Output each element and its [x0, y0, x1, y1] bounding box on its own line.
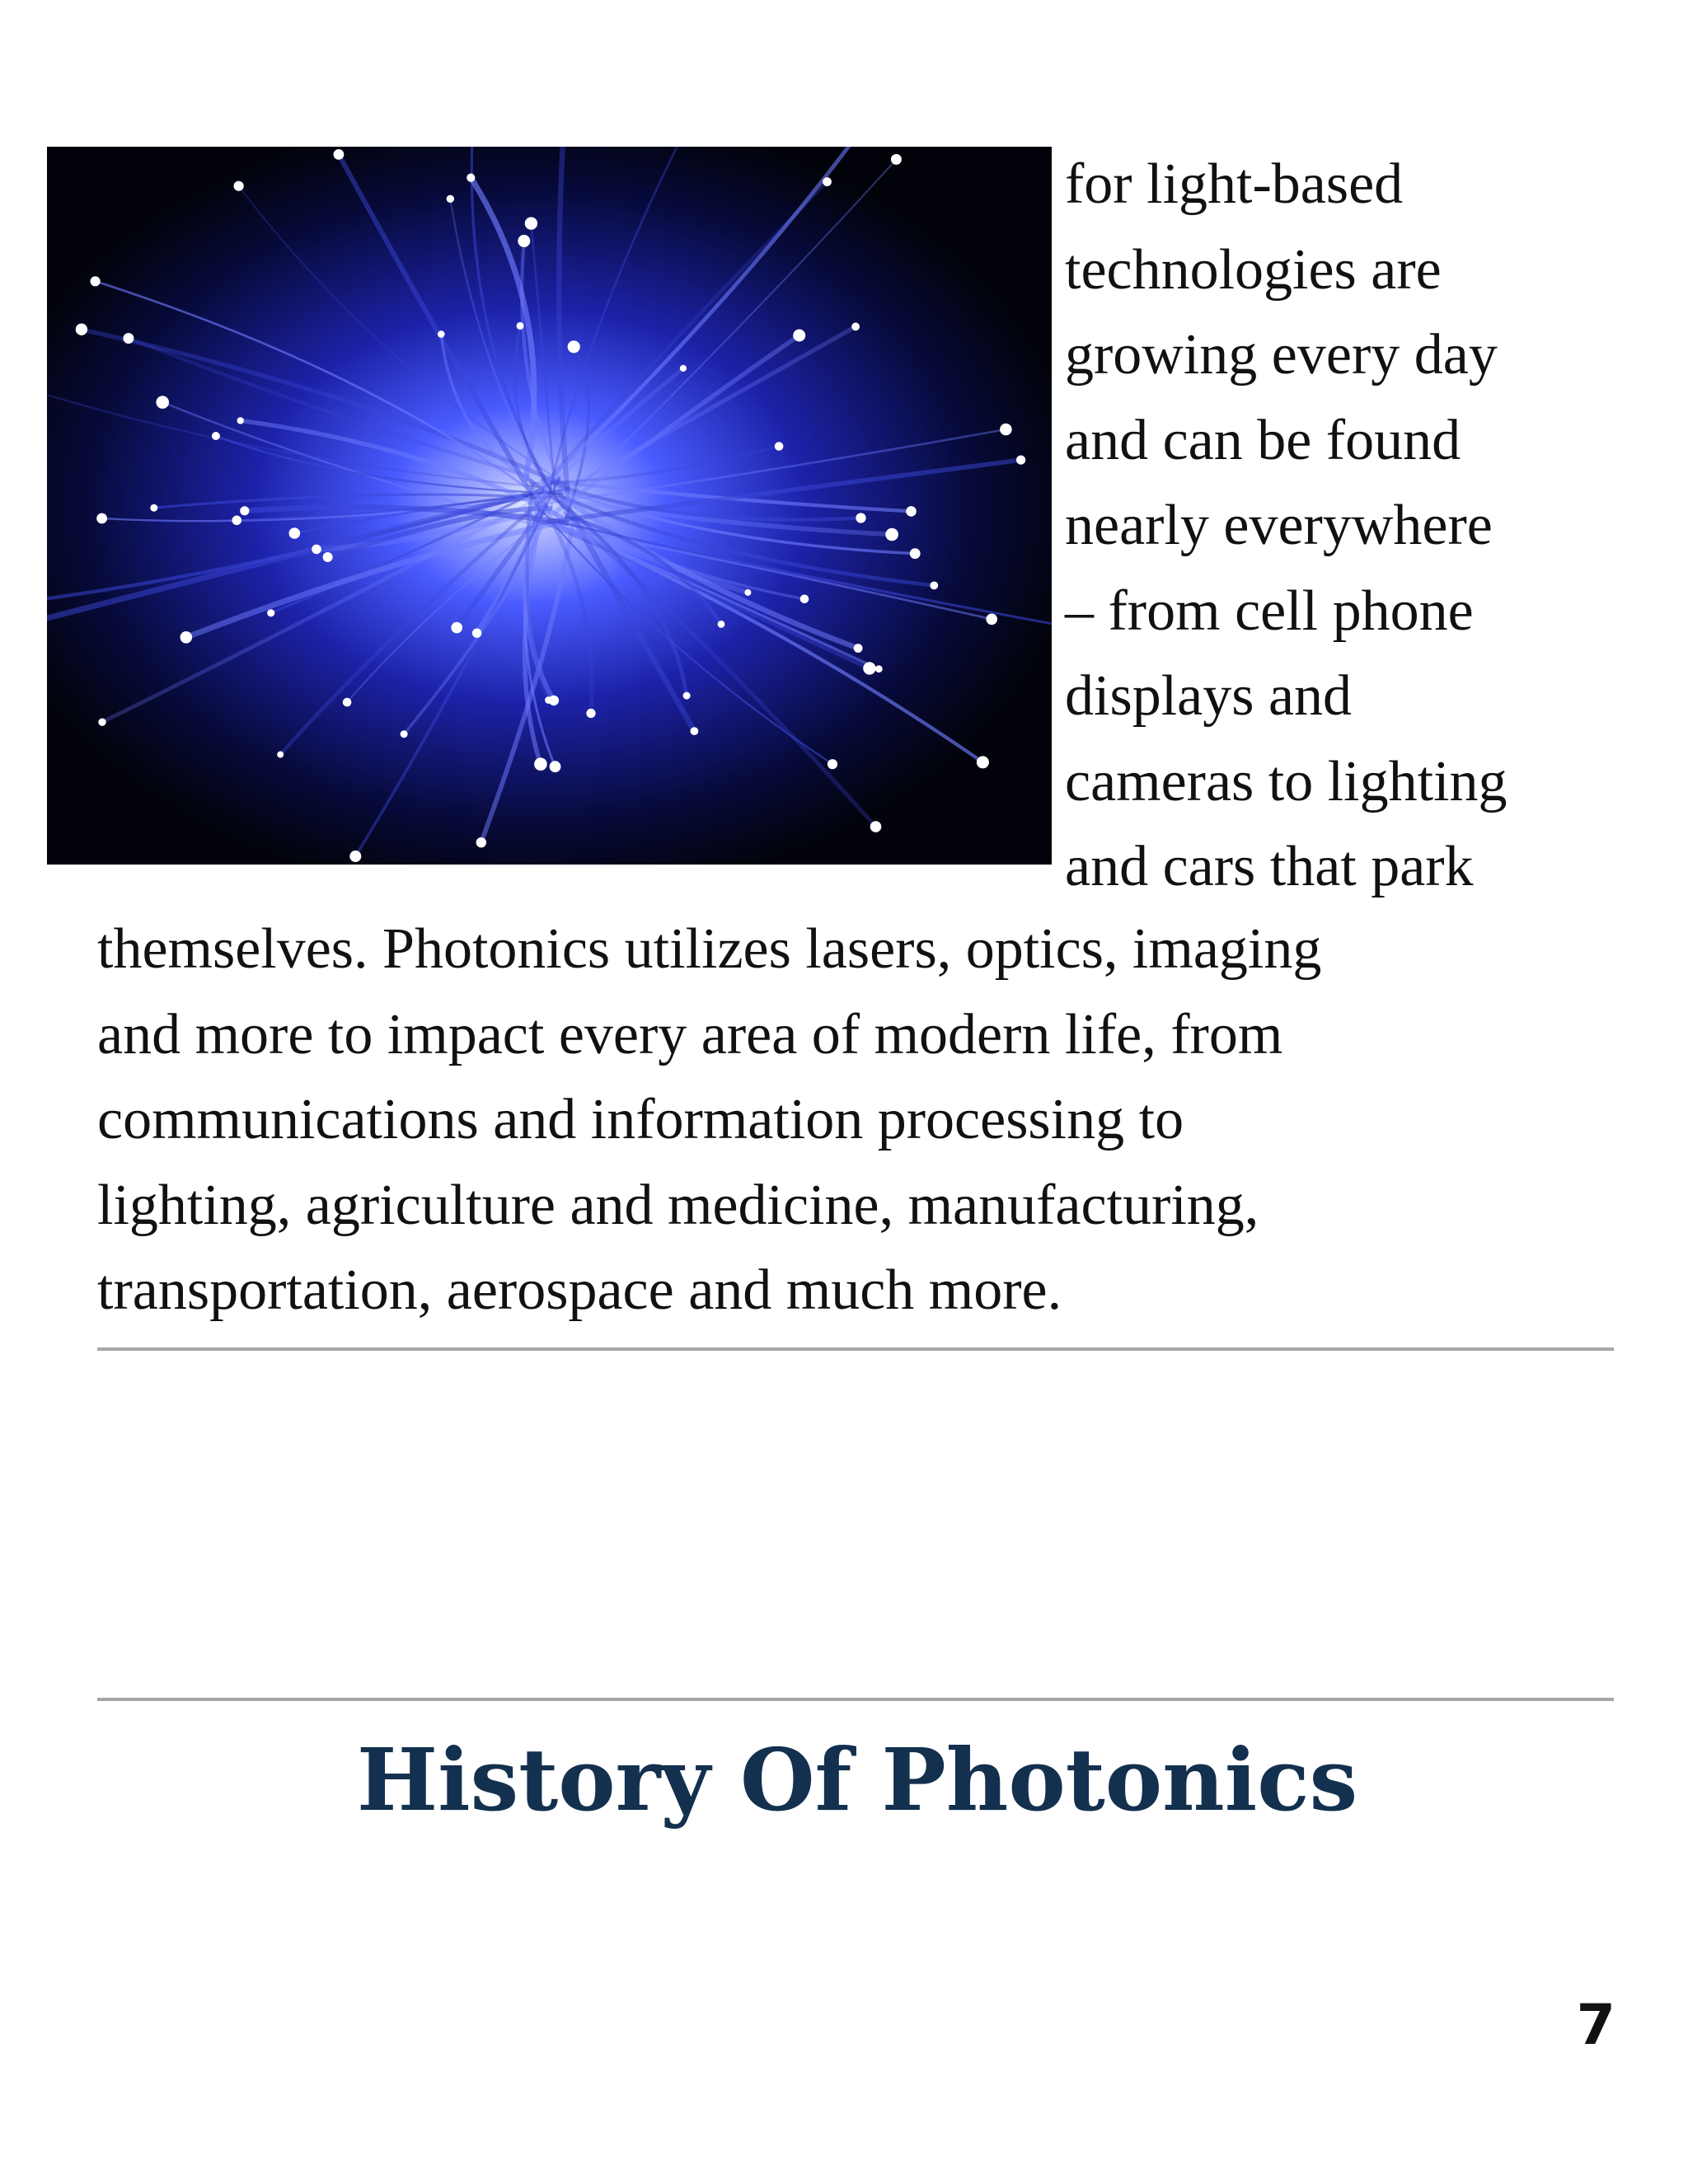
fiber-light-tip	[467, 174, 475, 182]
optical-photonics-figure	[47, 147, 1052, 865]
paragraph-line: communications and information processing to	[97, 1088, 1184, 1151]
fiber-light-tip	[349, 851, 361, 862]
fiber-light-tip	[568, 340, 580, 353]
fiber-light-tip	[680, 365, 687, 372]
fiber-light-tip	[518, 235, 530, 247]
section-title: History Of Photonics	[356, 1729, 1358, 1830]
fiber-light-tip	[277, 752, 284, 758]
fiber-light-tip	[156, 396, 169, 409]
fiber-light-tip	[691, 727, 699, 735]
fiber-light-tip	[237, 417, 244, 424]
fiber-light-tip	[517, 322, 524, 330]
fiber-light-tip	[870, 821, 882, 832]
fiber-light-tip	[323, 552, 333, 562]
fiber-light-tip	[98, 719, 106, 726]
fiber-light-tip	[718, 621, 725, 628]
paragraph-line: cameras to lighting	[1065, 749, 1507, 813]
fiber-light-tip	[800, 595, 809, 604]
fiber-light-tip	[232, 516, 241, 526]
fiber-light-tip	[289, 527, 301, 539]
fiber-optic-burst-image	[47, 147, 1052, 865]
paragraph-line: transportation, aerospace and much more.	[97, 1258, 1062, 1322]
fiber-light-tip	[91, 276, 101, 286]
fiber-light-tip	[856, 513, 865, 523]
fiber-light-tip	[910, 548, 921, 559]
paragraph-line: growing every day	[1065, 323, 1498, 387]
full-width-paragraph	[97, 907, 1622, 1333]
paragraph-line: nearly everywhere	[1065, 494, 1493, 557]
fiber-light-tip	[828, 759, 837, 769]
fiber-light-tip	[451, 622, 462, 634]
fiber-light-tip	[977, 756, 989, 768]
paragraph-line: and can be found	[1065, 408, 1461, 472]
fiber-light-tip	[96, 513, 107, 524]
fiber-light-tip	[683, 692, 691, 700]
paragraph-line: and more to impact every area of modern life, from	[97, 1002, 1283, 1066]
fiber-light-tip	[545, 696, 552, 704]
fiber-light-tip	[891, 154, 902, 165]
horizontal-divider	[97, 1698, 1614, 1701]
fiber-light-tip	[476, 837, 486, 847]
paragraph-line: and cars that park	[1065, 835, 1474, 898]
fiber-light-tip	[181, 631, 193, 644]
fiber-light-tip	[1016, 456, 1025, 465]
fiber-light-tip	[1000, 424, 1012, 436]
fiber-light-tip	[851, 322, 860, 330]
fiber-light-tip	[334, 149, 345, 160]
paragraph-line: technologies are	[1065, 237, 1442, 302]
fiber-light-tip	[150, 504, 157, 512]
page-number: 7	[1576, 1993, 1615, 2058]
fiber-light-tip	[123, 333, 134, 344]
fiber-light-tip	[212, 432, 220, 440]
fiber-light-tip	[823, 177, 832, 186]
paragraph-line: – from cell phone	[1065, 579, 1474, 643]
fiber-light-tip	[472, 629, 481, 638]
fiber-light-tip	[401, 730, 408, 738]
fiber-light-tip	[438, 330, 445, 338]
paragraph-line: lighting, agriculture and medicine, manufacturing,	[97, 1173, 1259, 1237]
paragraph-line: themselves. Photonics utilizes lasers, optics, imaging	[97, 917, 1322, 981]
fiber-light-tip	[447, 195, 454, 203]
fiber-light-tip	[525, 217, 537, 229]
fiber-light-tip	[240, 506, 249, 515]
paragraph-line: displays and	[1065, 664, 1353, 728]
fiber-light-tip	[76, 324, 87, 335]
horizontal-divider	[97, 1347, 1614, 1351]
fiber-light-tip	[267, 609, 274, 616]
fiber-light-tip	[343, 698, 352, 707]
wrapped-paragraph	[1065, 142, 1609, 910]
fiber-light-tip	[586, 709, 595, 718]
fiber-light-tip	[875, 665, 883, 673]
fiber-light-tip	[550, 761, 561, 772]
paragraph-line: for light-based	[1065, 152, 1404, 216]
fiber-light-tip	[744, 589, 751, 596]
fiber-light-tip	[854, 644, 863, 653]
fiber-light-tip	[534, 757, 547, 771]
fiber-light-tip	[986, 614, 997, 626]
fiber-light-tip	[775, 442, 784, 451]
fiber-light-tip	[793, 330, 805, 342]
fiber-light-tip	[885, 528, 898, 541]
fiber-light-tip	[234, 181, 244, 191]
fiber-light-tip	[312, 545, 321, 555]
fiber-light-tip	[863, 662, 875, 674]
fiber-light-tip	[906, 506, 917, 517]
fiber-light-tip	[930, 582, 938, 590]
